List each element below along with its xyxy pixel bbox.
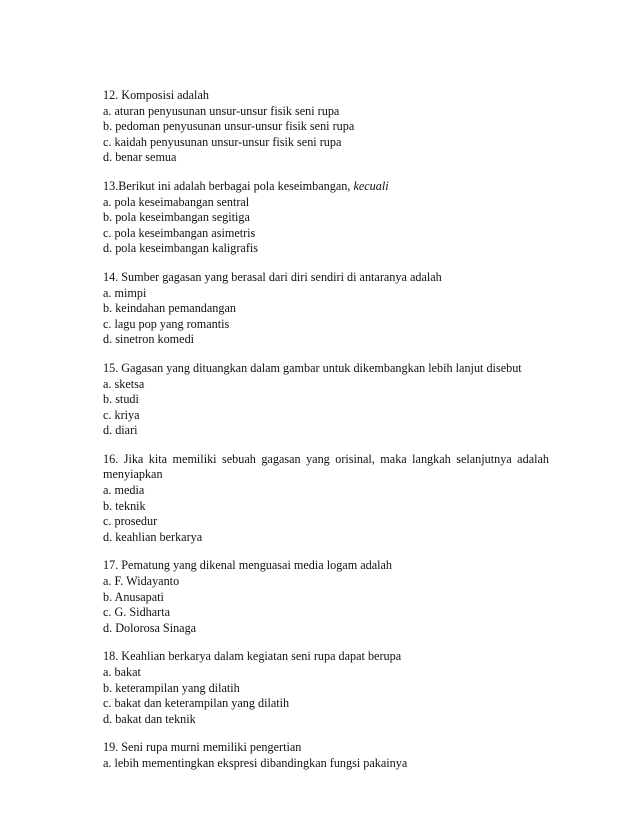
option-c: c. lagu pop yang romantis bbox=[103, 316, 230, 331]
option-d: d. Dolorosa Sinaga bbox=[103, 620, 197, 635]
question-14 bbox=[103, 270, 549, 348]
question-prompt: 18. Keahlian berkarya dalam kegiatan seni rupa dapat berupa bbox=[103, 649, 402, 664]
question-prompt bbox=[103, 179, 549, 195]
question-19 bbox=[103, 740, 549, 771]
option-d: d. sinetron komedi bbox=[103, 332, 195, 347]
option-d: d. benar semua bbox=[103, 150, 177, 165]
question-prompt: 12. Komposisi adalah bbox=[103, 88, 209, 102]
option-b: b. Anusapati bbox=[103, 589, 164, 604]
option-b: b. keterampilan yang dilatih bbox=[103, 680, 240, 695]
option-b: b. pola keseimbangan segitiga bbox=[103, 210, 250, 225]
question-prompt-continuation: menyiapkan bbox=[103, 467, 163, 482]
option-b: b. teknik bbox=[103, 498, 146, 513]
option-c: c. pola keseimbangan asimetris bbox=[103, 225, 256, 240]
option-a: a. mimpi bbox=[103, 285, 147, 300]
option-a: a. F. Widayanto bbox=[103, 574, 180, 589]
option-d: d. diari bbox=[103, 423, 138, 438]
question-prompt-emphasis: kecuali bbox=[353, 178, 389, 193]
option-c: c. G. Sidharta bbox=[103, 605, 171, 620]
question-prompt-text: 13.Berikut ini adalah berbagai pola keseimbangan, bbox=[103, 178, 351, 193]
question-prompt: 15. Gagasan yang dituangkan dalam gambar untuk dikembangkan lebih lanjut disebut bbox=[103, 360, 522, 375]
option-a: a. sketsa bbox=[103, 376, 145, 391]
option-c: c. prosedur bbox=[103, 514, 158, 529]
question-15 bbox=[103, 361, 549, 439]
option-c: c. kaidah penyusunan unsur-unsur fisik seni rupa bbox=[103, 134, 342, 149]
option-b: b. keindahan pemandangan bbox=[103, 301, 236, 316]
option-a: a. bakat bbox=[103, 665, 141, 679]
option-a: a. media bbox=[103, 483, 145, 498]
question-18 bbox=[103, 649, 549, 727]
question-12 bbox=[103, 88, 549, 166]
option-c: c. kriya bbox=[103, 407, 140, 422]
question-16 bbox=[103, 452, 549, 546]
question-prompt: 14. Sumber gagasan yang berasal dari diri sendiri di antaranya adalah bbox=[103, 269, 442, 284]
option-d: d. keahlian berkarya bbox=[103, 529, 203, 544]
question-prompt: 19. Seni rupa murni memiliki pengertian bbox=[103, 740, 302, 755]
option-b: b. pedoman penyusunan unsur-unsur fisik seni rupa bbox=[103, 119, 355, 134]
question-prompt: 16. Jika kita memiliki sebuah gagasan yang orisinal, maka langkah selanjutnya adalah bbox=[103, 451, 549, 466]
quiz-document bbox=[103, 88, 549, 785]
option-a: a. pola keseimabangan sentral bbox=[103, 194, 250, 209]
option-d: d. bakat dan teknik bbox=[103, 711, 196, 726]
question-13 bbox=[103, 179, 549, 257]
question-prompt: 17. Pematung yang dikenal menguasai media logam adalah bbox=[103, 558, 393, 573]
option-d: d. pola keseimbangan kaligrafis bbox=[103, 241, 259, 256]
option-a: a. aturan penyusunan unsur-unsur fisik seni rupa bbox=[103, 103, 340, 118]
option-c: c. bakat dan keterampilan yang dilatih bbox=[103, 696, 290, 711]
question-17 bbox=[103, 558, 549, 636]
option-b: b. studi bbox=[103, 392, 139, 407]
option-a: a. lebih mementingkan ekspresi dibandingkan fungsi pakainya bbox=[103, 755, 408, 770]
